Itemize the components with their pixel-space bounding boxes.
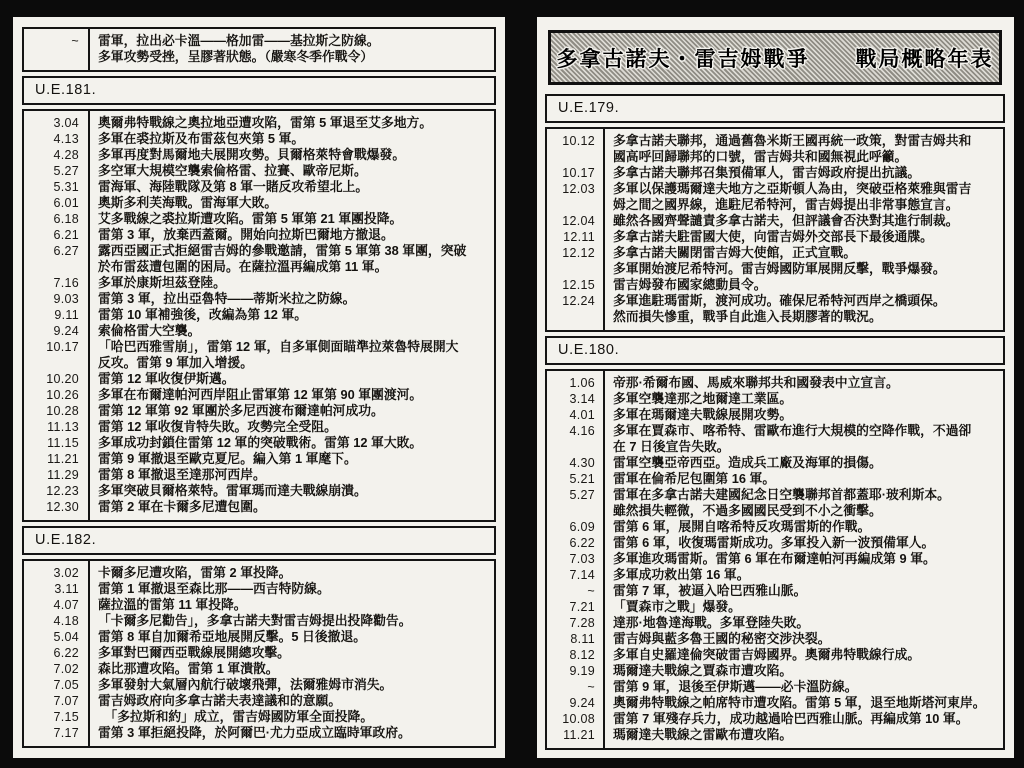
- event-text: [88, 435, 494, 451]
- event-date: 4.16: [569, 424, 595, 438]
- event-text: [88, 307, 494, 323]
- event-text: [88, 291, 494, 307]
- event-text: [603, 229, 1003, 245]
- event-line: 卡爾多尼遭攻陷，雷第 2 軍投降。: [98, 565, 292, 580]
- timeline-row: [24, 275, 494, 291]
- event-text: [603, 277, 1003, 293]
- timeline-row: [24, 467, 494, 483]
- event-text: [88, 483, 494, 499]
- event-text: [603, 133, 1003, 165]
- event-date: 6.22: [53, 646, 79, 660]
- event-date: 10.08: [562, 712, 595, 726]
- event-date: 10.17: [562, 166, 595, 180]
- event-date: 7.02: [53, 662, 79, 676]
- timeline-row: [547, 567, 1003, 583]
- event-line: 雷第 9 軍撤退至歐克夏尼。編入第 1 軍麾下。: [98, 451, 357, 466]
- event-text: [88, 339, 494, 371]
- timeline-row: [547, 293, 1003, 325]
- timeline-section-ue182: [22, 559, 496, 748]
- event-line: 多軍攻勢受挫，呈膠著狀態。（嚴寒冬季作戰令）: [98, 49, 374, 64]
- timeline-row: [547, 583, 1003, 599]
- timeline-row: [547, 711, 1003, 727]
- event-date: 3.04: [53, 116, 79, 130]
- timeline-row: [547, 165, 1003, 181]
- event-date: 11.29: [47, 468, 79, 482]
- event-line: 多空軍大規模空襲索倫格雷、拉賽、歐帝尼斯。: [98, 163, 367, 178]
- event-date: 5.31: [53, 180, 79, 194]
- timeline-row: [24, 403, 494, 419]
- era-header-label: U.E.181.: [35, 82, 97, 98]
- timeline-row: [24, 339, 494, 371]
- event-date: 8.12: [569, 648, 595, 662]
- event-text: [88, 709, 494, 725]
- era-header-label: U.E.179.: [558, 100, 620, 116]
- event-date: 7.21: [569, 600, 595, 614]
- timeline-rows: [547, 371, 1003, 748]
- timeline-row: [24, 33, 494, 65]
- event-line: 奧斯多利芙海戰。雷海軍大敗。: [98, 195, 278, 210]
- event-date: 12.15: [562, 278, 595, 292]
- event-text: [88, 147, 494, 163]
- event-line: 「多拉斯和約」成立，雷吉姆國防軍全面投降。: [98, 709, 374, 724]
- event-text: [88, 419, 494, 435]
- event-text: [88, 565, 494, 581]
- event-date: 12.30: [46, 500, 79, 514]
- timeline-row: [547, 455, 1003, 471]
- event-text: [603, 679, 1003, 695]
- era-header-ue181: [22, 76, 496, 105]
- event-line: 反攻。雷第 9 軍加入增援。: [98, 355, 253, 370]
- event-line: 然而損失慘重，戰爭自此進入長期膠著的戰況。: [613, 309, 882, 324]
- timeline-row: [24, 629, 494, 645]
- timeline-row: [547, 615, 1003, 631]
- timeline-row: [24, 677, 494, 693]
- event-text: [88, 693, 494, 709]
- left-page: [13, 17, 505, 758]
- event-date: 7.17: [53, 726, 79, 740]
- event-line: 瑪爾達夫戰線之雷歐布遭攻陷。: [613, 727, 793, 742]
- event-text: [603, 583, 1003, 599]
- timeline-row: [547, 631, 1003, 647]
- event-text: [88, 211, 494, 227]
- event-date: 11.21: [47, 452, 79, 466]
- event-date: 3.14: [569, 392, 595, 406]
- timeline-row: [547, 599, 1003, 615]
- timeline-section-prewar: [22, 27, 496, 72]
- event-line: 雷第 6 軍，展開自喀希特反攻瑪雷斯的作戰。: [613, 519, 871, 534]
- event-text: [88, 467, 494, 483]
- event-line: 達那·地魯達海戰。多軍登陸失敗。: [613, 615, 810, 630]
- event-line: 雷軍空襲亞帝西亞。造成兵工廠及海軍的損傷。: [613, 455, 882, 470]
- event-text: [603, 293, 1003, 325]
- event-date: 4.13: [53, 132, 79, 146]
- event-line: 多軍在裘拉斯及布雷茲包夾第 5 軍。: [98, 131, 305, 146]
- timeline-row: [547, 647, 1003, 663]
- timeline-row: [24, 371, 494, 387]
- timeline-row: [547, 277, 1003, 293]
- timeline-row: [24, 435, 494, 451]
- event-line: 在 7 日後宣告失敗。: [613, 439, 730, 454]
- event-line: 艾多戰線之裘拉斯遭攻陷。雷第 5 軍第 21 軍團投降。: [98, 211, 403, 226]
- event-text: [603, 181, 1003, 213]
- event-line: 雷第 8 軍自加爾希亞地展開反擊。5 日後撤退。: [98, 629, 367, 644]
- event-date: 12.23: [46, 484, 79, 498]
- event-text: [88, 645, 494, 661]
- event-text: [88, 275, 494, 291]
- event-text: [88, 581, 494, 597]
- event-text: [88, 195, 494, 211]
- timeline-row: [24, 645, 494, 661]
- event-line: 雷第 3 軍，拉出亞魯特——蒂斯米拉之防線。: [98, 291, 356, 306]
- timeline-row: [547, 519, 1003, 535]
- event-date: 1.06: [569, 376, 595, 390]
- era-header-label: U.E.182.: [35, 532, 97, 548]
- event-text: [88, 597, 494, 613]
- timeline-section-ue179: [545, 127, 1005, 332]
- event-line: 多軍進攻瑪雷斯。雷第 6 軍在布爾達帕河再編成第 9 軍。: [613, 551, 936, 566]
- event-date: 7.28: [569, 616, 595, 630]
- event-text: [603, 519, 1003, 535]
- event-date: 8.11: [570, 632, 595, 646]
- event-date: 4.28: [53, 148, 79, 162]
- event-text: [603, 695, 1003, 711]
- timeline-row: [24, 709, 494, 725]
- event-date: 3.02: [53, 566, 79, 580]
- event-date: 10.26: [46, 388, 79, 402]
- timeline-row: [547, 487, 1003, 519]
- event-text: [603, 245, 1003, 277]
- event-date: 6.01: [53, 196, 79, 210]
- event-line: 「哈巴西雅雪崩」，雷第 12 軍，自多軍側面瞄準拉萊魯特展開大: [98, 339, 459, 354]
- event-line: 多軍於康斯坦茲登陸。: [98, 275, 226, 290]
- event-line: 多軍自史羅達倫突破雷吉姆國界。奧爾弗特戰線行成。: [613, 647, 921, 662]
- event-date: 5.27: [569, 488, 595, 502]
- timeline-row: [24, 227, 494, 243]
- event-line: 瑪爾達夫戰線之賈森市遭攻陷。: [613, 663, 793, 678]
- timeline-row: [547, 423, 1003, 455]
- event-text: [603, 455, 1003, 471]
- event-text: [603, 213, 1003, 229]
- event-text: [603, 165, 1003, 181]
- event-line: 雷第 9 軍，退後至伊斯邁——必卡溫防線。: [613, 679, 858, 694]
- timeline-row: [24, 565, 494, 581]
- event-line: 雷軍，拉出必卡溫——格加雷——基拉斯之防線。: [98, 33, 380, 48]
- timeline-row: [547, 133, 1003, 165]
- timeline-row: [547, 213, 1003, 229]
- timeline-row: [24, 499, 494, 515]
- event-line: 奧爾弗特戰線之帕席特市遭攻陷。雷第 5 軍，退至地斯塔河東岸。: [613, 695, 986, 710]
- event-text: [88, 179, 494, 195]
- event-date: 5.21: [569, 472, 595, 486]
- event-text: [88, 33, 494, 65]
- event-line: 多軍開始渡尼希特河。雷吉姆國防軍展開反擊，戰爭爆發。: [613, 261, 946, 276]
- event-text: [603, 551, 1003, 567]
- event-date: 12.12: [562, 246, 595, 260]
- event-date: ~: [587, 680, 595, 694]
- event-line: 雷第 3 軍，放棄西蓋爾。開始向拉斯巴爾地方撤退。: [98, 227, 394, 242]
- event-line: 多軍在賈森市、喀希特、雷歐布進行大規模的空降作戰，不過卻: [613, 423, 972, 438]
- event-line: 姆之間之國界線，進駐尼希特河，雷吉姆提出非常事態宣言。: [613, 197, 959, 212]
- event-text: [603, 599, 1003, 615]
- event-line: 雷第 2 軍在卡爾多尼遭包圍。: [98, 499, 266, 514]
- event-date: 9.03: [53, 292, 79, 306]
- event-text: [88, 243, 494, 275]
- event-text: [88, 323, 494, 339]
- event-text: [603, 647, 1003, 663]
- event-date: 4.01: [569, 408, 595, 422]
- timeline-row: [24, 147, 494, 163]
- timeline-row: [547, 245, 1003, 277]
- event-date: 9.11: [54, 308, 79, 322]
- event-text: [603, 631, 1003, 647]
- event-date: 9.24: [569, 696, 595, 710]
- event-date: 10.28: [46, 404, 79, 418]
- event-text: [88, 451, 494, 467]
- timeline-row: [24, 195, 494, 211]
- timeline-row: [547, 181, 1003, 213]
- event-date: 11.13: [47, 420, 79, 434]
- event-line: 雷軍在倫希尼包圍第 16 軍。: [613, 471, 776, 486]
- event-line: 雷吉姆政府向多拿古諾夫表達議和的意願。: [98, 693, 342, 708]
- event-text: [603, 567, 1003, 583]
- era-header-label: U.E.180.: [558, 342, 620, 358]
- event-line: 多拿古諾夫駐雷國大使，向雷吉姆外交部長下最後通牒。: [613, 229, 933, 244]
- event-line: 雷軍在多拿古諾夫建國紀念日空襲聯邦首都蓋耶·玻利斯本。: [613, 487, 950, 502]
- timeline-row: [24, 131, 494, 147]
- event-line: 雖然各國齊聲譴責多拿古諾夫，但評議會否決對其進行制裁。: [613, 213, 959, 228]
- era-header-ue182: [22, 526, 496, 555]
- event-line: 奧爾弗特戰線之奧拉地亞遭攻陷，雷第 5 軍退至艾多地方。: [98, 115, 433, 130]
- event-line: 雷第 8 軍撤退至達那河西岸。: [98, 467, 266, 482]
- event-date: 11.21: [563, 728, 595, 742]
- event-date: 3.11: [54, 582, 79, 596]
- timeline-row: [24, 613, 494, 629]
- event-line: 雷吉姆發布國家總動員令。: [613, 277, 767, 292]
- event-date: 7.05: [53, 678, 79, 692]
- event-text: [603, 423, 1003, 455]
- era-header-ue180: [545, 336, 1005, 365]
- event-line: 森比那遭攻陷。雷第 1 軍潰散。: [98, 661, 279, 676]
- timeline-row: [547, 375, 1003, 391]
- event-line: 多軍進駐瑪雷斯，渡河成功。確保尼希特河西岸之橋頭保。: [613, 293, 946, 308]
- timeline-rows: [547, 129, 1003, 330]
- event-line: 多拿古諾夫聯邦召集預備軍人，雷吉姆政府提出抗議。: [613, 165, 921, 180]
- event-date: 12.11: [563, 230, 595, 244]
- event-text: [603, 471, 1003, 487]
- event-line: 「賈森市之戰」爆發。: [613, 599, 741, 614]
- event-line: 多軍發射大氣層內航行破壞飛彈，法爾雅姆市消失。: [98, 677, 393, 692]
- event-text: [603, 487, 1003, 519]
- event-line: 多軍成功救出第 16 軍。: [613, 567, 750, 582]
- event-text: [603, 663, 1003, 679]
- event-text: [88, 629, 494, 645]
- right-page: [537, 17, 1014, 758]
- timeline-row: [547, 229, 1003, 245]
- timeline-row: [24, 179, 494, 195]
- timeline-row: [24, 211, 494, 227]
- event-date: 7.16: [53, 276, 79, 290]
- event-date: 12.03: [562, 182, 595, 196]
- event-line: 帝那·希爾布國、馬威來聯邦共和國發表中立宣言。: [613, 375, 899, 390]
- event-line: 多軍對巴爾西亞戰線展開總攻擊。: [98, 645, 290, 660]
- chapter-title-banner: [548, 30, 1002, 85]
- event-date: 6.27: [53, 244, 79, 258]
- event-text: [603, 535, 1003, 551]
- timeline-row: [24, 725, 494, 741]
- event-date: 6.21: [53, 228, 79, 242]
- event-date: 5.04: [53, 630, 79, 644]
- event-date: 7.07: [53, 694, 79, 708]
- event-text: [88, 227, 494, 243]
- event-date: 5.27: [53, 164, 79, 178]
- timeline-row: [24, 597, 494, 613]
- timeline-row: [24, 419, 494, 435]
- event-line: 多拿古諾夫聯邦，通過舊魯米斯王國再統一政策，對雷吉姆共和: [613, 133, 972, 148]
- timeline-row: [547, 695, 1003, 711]
- event-date: 6.09: [569, 520, 595, 534]
- event-line: 露西亞國正式拒絕雷吉姆的參戰邀請，雷第 5 軍第 38 軍團，突破: [98, 243, 467, 258]
- event-line: 雷第 3 軍拒絕投降，於阿爾巴·尤力亞成立臨時軍政府。: [98, 725, 411, 740]
- event-text: [603, 407, 1003, 423]
- timeline-row: [24, 387, 494, 403]
- event-text: [603, 391, 1003, 407]
- timeline-rows: [24, 561, 494, 746]
- event-line: 雷第 12 軍收復伊斯邁。: [98, 371, 235, 386]
- event-line: 多拿古諾夫關閉雷吉姆大使館，正式宣戰。: [613, 245, 857, 260]
- timeline-row: [547, 551, 1003, 567]
- event-date: 7.14: [569, 568, 595, 582]
- timeline-row: [24, 323, 494, 339]
- event-text: [88, 403, 494, 419]
- timeline-row: [547, 391, 1003, 407]
- event-line: 雷第 12 軍收復肯特失敗。攻勢完全受阻。: [98, 419, 337, 434]
- event-line: 國高呼回歸聯邦的口號，雷吉姆共和國無視此呼籲。: [613, 149, 908, 164]
- event-line: 「卡爾多尼勸告」，多拿古諾夫對雷吉姆提出投降勸告。: [98, 613, 412, 628]
- event-line: 於布雷茲遭包圍的困局。在薩拉溫再編成第 11 軍。: [98, 259, 388, 274]
- event-line: 雷第 7 軍，被逼入哈巴西雅山脈。: [613, 583, 807, 598]
- event-line: 多軍成功封鎖住雷第 12 軍的突破戰術。雷第 12 軍大敗。: [98, 435, 423, 450]
- event-date: 9.19: [569, 664, 595, 678]
- event-text: [603, 711, 1003, 727]
- timeline-row: [24, 581, 494, 597]
- timeline-row: [547, 727, 1003, 743]
- event-line: 薩拉溫的雷第 11 軍投降。: [98, 597, 247, 612]
- timeline-row: [547, 663, 1003, 679]
- event-text: [603, 727, 1003, 743]
- event-date: ~: [587, 584, 595, 598]
- event-text: [88, 163, 494, 179]
- event-line: 多軍空襲達那之地爾達工業區。: [613, 391, 793, 406]
- event-date: 9.24: [53, 324, 79, 338]
- event-date: 10.17: [46, 340, 79, 354]
- chapter-title: 多拿古諾夫・雷吉姆戰爭 戰局概略年表: [556, 47, 994, 71]
- event-text: [88, 371, 494, 387]
- timeline-row: [24, 163, 494, 179]
- event-date: 11.15: [47, 436, 79, 450]
- event-line: 索倫格雷大空襲。: [98, 323, 201, 338]
- event-line: 雷第 10 軍補強後，改編為第 12 軍。: [98, 307, 308, 322]
- event-text: [88, 725, 494, 741]
- event-date: 7.03: [569, 552, 595, 566]
- event-text: [88, 115, 494, 131]
- event-date: 7.15: [53, 710, 79, 724]
- timeline-row: [24, 307, 494, 323]
- event-date: 6.18: [53, 212, 79, 226]
- event-line: 雷第 12 軍第 92 軍團於多尼西渡布爾達帕河成功。: [98, 403, 384, 418]
- event-text: [603, 375, 1003, 391]
- event-text: [88, 387, 494, 403]
- timeline-row: [24, 451, 494, 467]
- event-date: 12.24: [562, 294, 595, 308]
- event-text: [88, 131, 494, 147]
- timeline-row: [547, 535, 1003, 551]
- event-text: [88, 677, 494, 693]
- timeline-row: [547, 407, 1003, 423]
- timeline-rows: [24, 111, 494, 520]
- event-text: [603, 615, 1003, 631]
- event-date: 10.12: [562, 134, 595, 148]
- timeline-row: [24, 243, 494, 275]
- event-date: 12.04: [562, 214, 595, 228]
- timeline-row: [547, 679, 1003, 695]
- event-line: 多軍再度對馬爾地夫展開攻勢。貝爾格萊特會戰爆發。: [98, 147, 406, 162]
- timeline-row: [24, 483, 494, 499]
- event-line: 雷第 6 軍，收復瑪雷斯成功。多軍投入新一波預備軍人。: [613, 535, 935, 550]
- event-date: ~: [71, 34, 79, 48]
- event-text: [88, 499, 494, 515]
- event-date: 4.07: [53, 598, 79, 612]
- timeline-section-ue180: [545, 369, 1005, 750]
- event-text: [88, 613, 494, 629]
- event-date: 4.30: [569, 456, 595, 470]
- timeline-section-ue181: [22, 109, 496, 522]
- timeline-row: [24, 291, 494, 307]
- event-date: 10.20: [46, 372, 79, 386]
- timeline-row: [24, 693, 494, 709]
- event-line: 多軍在布爾達帕河西岸阻止雷軍第 12 軍第 90 軍團渡河。: [98, 387, 423, 402]
- timeline-row: [24, 115, 494, 131]
- event-date: 6.22: [569, 536, 595, 550]
- era-header-ue179: [545, 94, 1005, 123]
- event-line: 多軍突破貝爾格萊特。雷軍瑪而達夫戰線崩潰。: [98, 483, 367, 498]
- event-line: 雷第 7 軍殘存兵力，成功越過哈巴西雅山脈。再編成第 10 軍。: [613, 711, 969, 726]
- event-line: 雷海軍、海陸戰隊及第 8 軍一賭反攻希望北上。: [98, 179, 369, 194]
- timeline-row: [24, 661, 494, 677]
- event-line: 多軍在瑪爾達夫戰線展開攻勢。: [613, 407, 793, 422]
- timeline-row: [547, 471, 1003, 487]
- event-line: 雖然損失輕微，不過多國國民受到不小之衝擊。: [613, 503, 882, 518]
- event-line: 雷吉姆與藍多魯王國的秘密交涉決裂。: [613, 631, 831, 646]
- timeline-rows: [24, 29, 494, 70]
- event-line: 多軍以保護瑪爾達夫地方之亞斯頓人為由，突破亞格萊雅與雷吉: [613, 181, 972, 196]
- event-text: [88, 661, 494, 677]
- event-line: 雷第 1 軍撤退至森比那——西吉特防線。: [98, 581, 330, 596]
- event-date: 4.18: [53, 614, 79, 628]
